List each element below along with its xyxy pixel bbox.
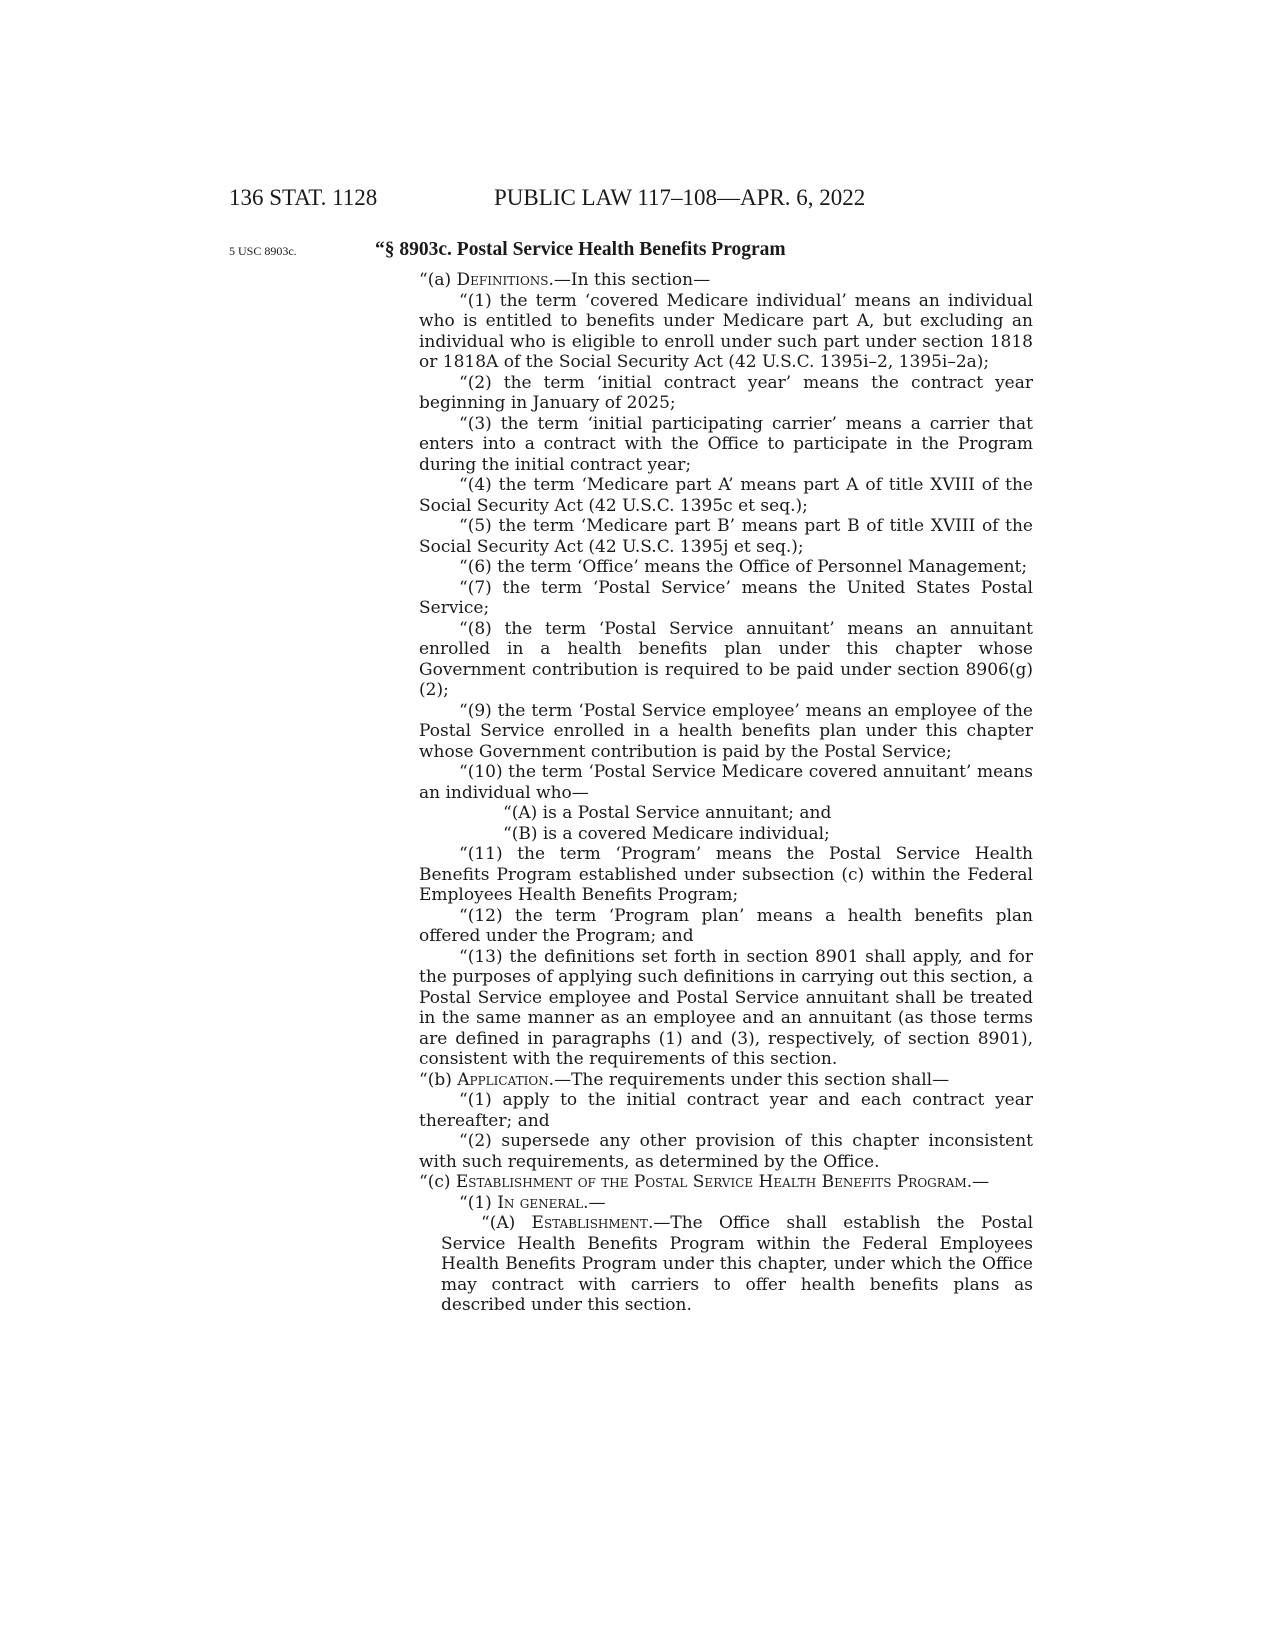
paragraph-b2: “(2) supersede any other provision of this chapter inconsistent with such requirements, as determined by the Office. xyxy=(419,1131,1033,1172)
subsection-label: “(c) xyxy=(419,1172,456,1192)
paragraph-a5: “(5) the term ‘Medicare part B’ means part B of title XVIII of the Social Security Act (42 U.S.C. 1395j et seq.); xyxy=(419,516,1033,557)
paragraph-a1: “(1) the term ‘covered Medicare individual’ means an individual who is entitled to benefits under Medicare part A, but excluding an individual who is eligible to enroll under such part under section 1818 or 1818A of the Social Security Act (42 U.S.C. 1395i–2, 1395i–2a); xyxy=(419,290,1033,372)
paragraph-a3: “(3) the term ‘initial participating carrier’ means a carrier that enters into a contract with the Office to participate in the Program during the initial contract year; xyxy=(419,413,1033,475)
paragraph-title: In general xyxy=(497,1192,584,1213)
subparagraph-c1A xyxy=(375,1213,1033,1316)
paragraph-a8: “(8) the term ‘Postal Service annuitant’ means an annuitant enrolled in a health benefits plan under this chapter whose Government contribution is required to be paid under section 8906(g)(2); xyxy=(419,618,1033,700)
paragraph-a10: “(10) the term ‘Postal Service Medicare covered annuitant’ means an individual who— xyxy=(419,762,1033,803)
subsection-title: Definitions xyxy=(456,270,549,290)
subsection-intro: .—The requirements under this section shall— xyxy=(548,1069,950,1090)
paragraph-a7: “(7) the term ‘Postal Service’ means the United States Postal Service; xyxy=(419,577,1033,618)
subsection-title: Establishment of the Postal Service Health Benefits Program xyxy=(455,1172,967,1192)
paragraph-a11: “(11) the term ‘Program’ means the Postal Service Health Benefits Program established under subsection (c) within the Federal Employees Health Benefits Program; xyxy=(419,844,1033,905)
subsection-title: Application xyxy=(457,1069,549,1090)
subparagraph-a10B: “(B) is a covered Medicare individual; xyxy=(503,823,830,844)
paragraph-b1: “(1) apply to the initial contract year and each contract year thereafter; and xyxy=(419,1090,1033,1131)
margin-note: 5 USC 8903c. xyxy=(229,244,297,258)
paragraph-a12: “(12) the term ‘Program plan’ means a health benefits plan offered under the Program; and xyxy=(419,905,1033,946)
paragraph-a9: “(9) the term ‘Postal Service employee’ means an employee of the Postal Service enrolled in a health benefits plan under this chapter whose Government contribution is paid by the Postal Service; xyxy=(419,700,1033,762)
subsection-c-heading xyxy=(357,1172,1033,1193)
paragraph-a6: “(6) the term ‘Office’ means the Office of Personnel Management; xyxy=(459,557,1028,577)
subsection-a-heading xyxy=(375,270,1033,291)
subsection-intro: .— xyxy=(966,1172,990,1192)
paragraph-label: “(1) xyxy=(459,1192,498,1213)
subsection-label: “(b) xyxy=(419,1069,458,1090)
statute-page-number: 136 STAT. 1128 xyxy=(229,185,378,210)
page-header xyxy=(229,185,909,215)
subparagraph-a10A: “(A) is a Postal Service annuitant; and xyxy=(503,803,832,823)
subparagraph-title: Establishment xyxy=(531,1213,648,1233)
paragraph-a4: “(4) the term ‘Medicare part A’ means part A of title XVIII of the Social Security Act (42 U.S.C. 1395c et seq.); xyxy=(419,475,1033,516)
paragraph-intro: .— xyxy=(583,1192,606,1213)
paragraph-c1-heading xyxy=(375,1193,1033,1214)
subsection-b-heading xyxy=(375,1070,1033,1091)
subsection-intro: .—In this section— xyxy=(548,270,711,290)
paragraph-a13: “(13) the definitions set forth in section 8901 shall apply, and for the purposes of applying such definitions in carrying out this section, a Postal Service employee and Postal Service annuitant shall be treated in the same manner as an employee and an annuitant (as those terms are defined in paragraphs (1) and (3), respectively, of section 8901), consistent with the requirements of this section. xyxy=(419,946,1034,1069)
public-law-citation: PUBLIC LAW 117–108—APR. 6, 2022 xyxy=(494,185,866,210)
section-heading: “§ 8903c. Postal Service Health Benefits Program xyxy=(375,239,786,260)
paragraph-a2: “(2) the term ‘initial contract year’ means the contract year beginning in January of 2025; xyxy=(419,372,1033,413)
subparagraph-label: “(A) xyxy=(481,1213,532,1233)
subsection-label: “(a) xyxy=(419,270,457,290)
body-text xyxy=(375,270,1033,1316)
subparagraph-text: .—The Office shall establish the Postal Service Health Benefits Program within the Federal Employees Health Benefits Program under this chapter, under which the Office may contract with carriers to offer health benefits plans as described under this section. xyxy=(441,1213,1034,1315)
